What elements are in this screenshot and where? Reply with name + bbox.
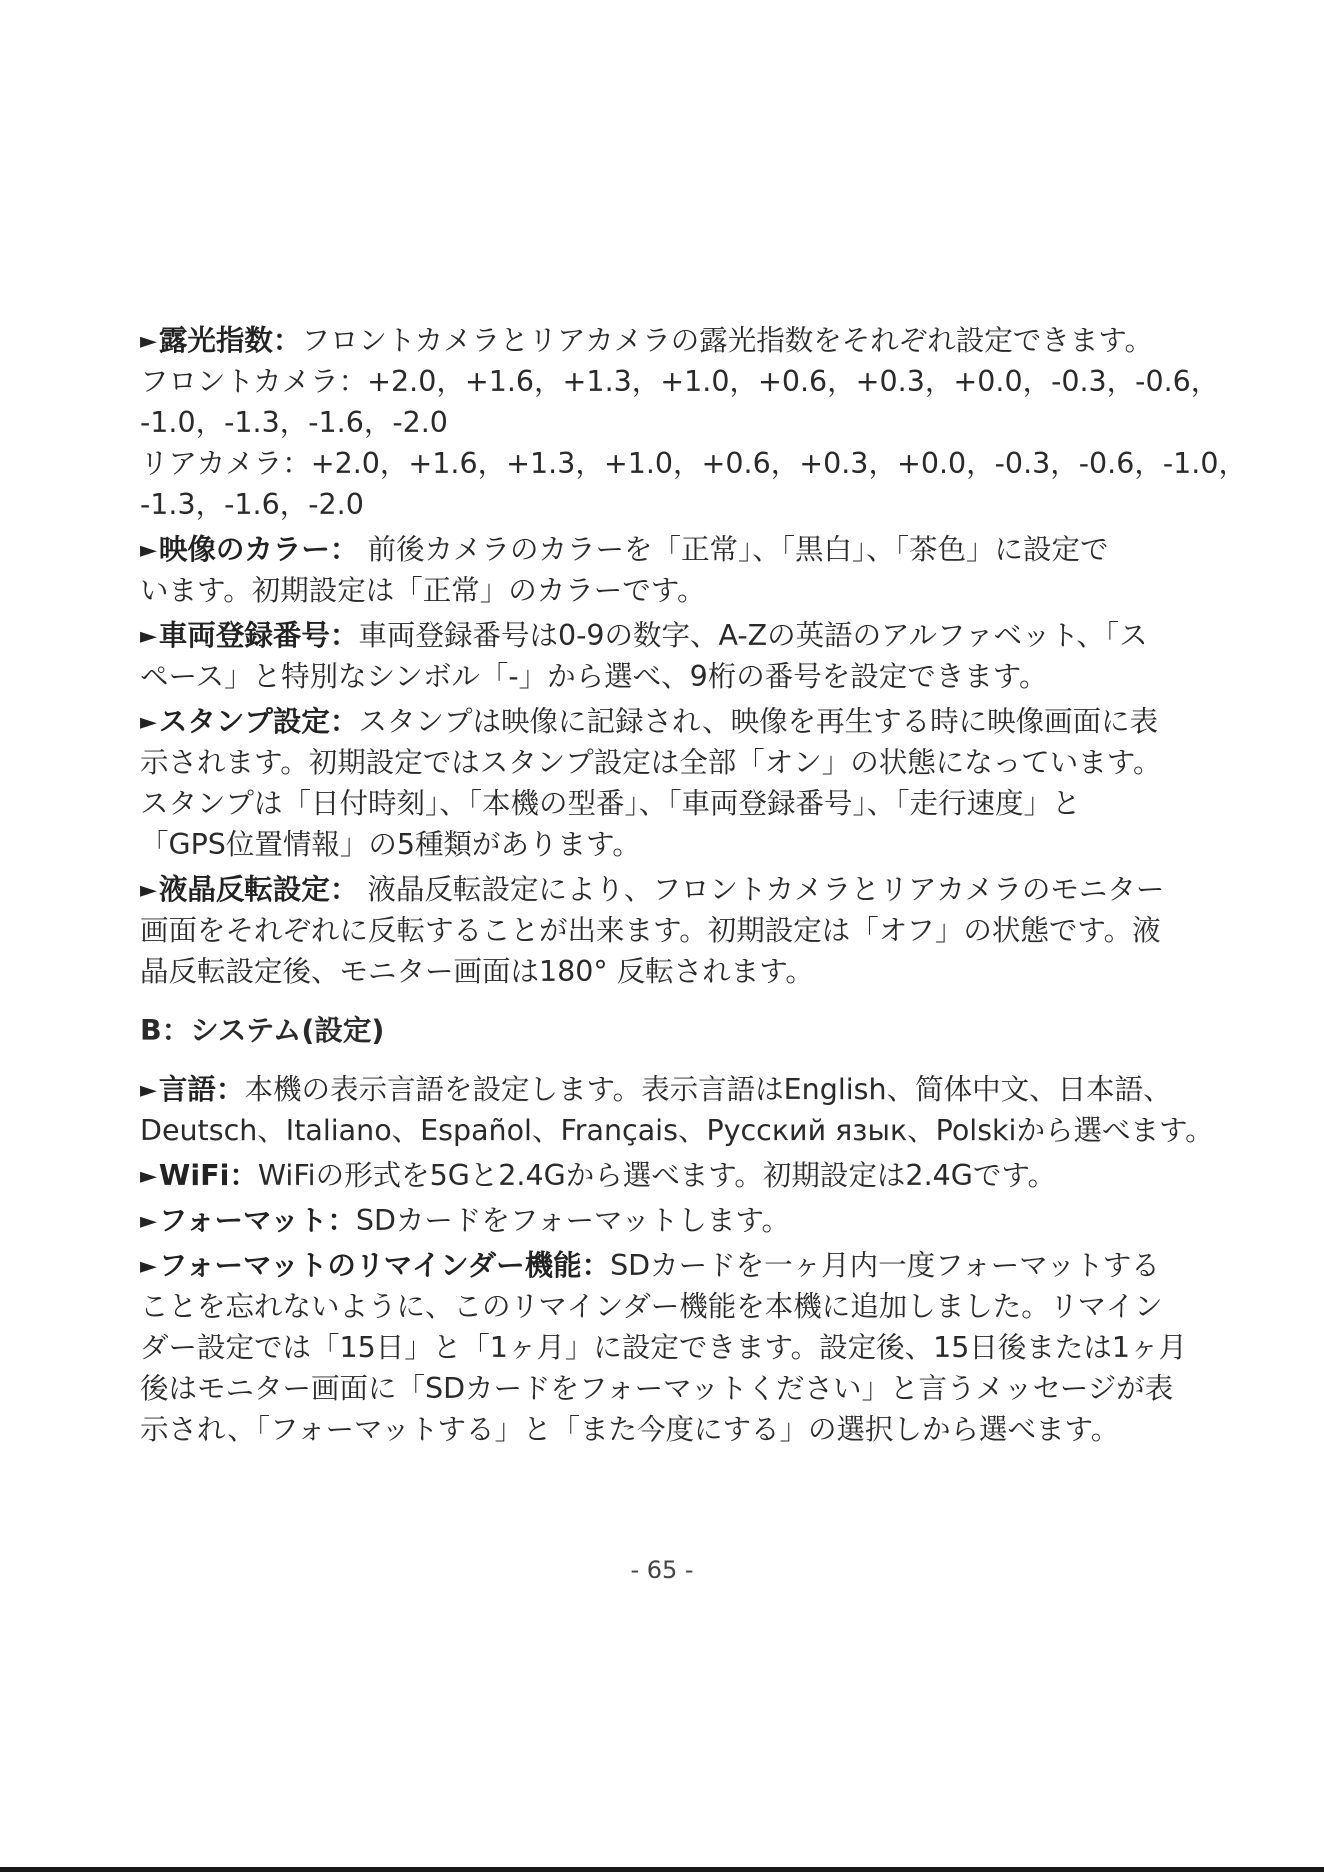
lcd-flip-text: 液晶反転設定により、フロントカメラとリアカメラのモニター bbox=[358, 873, 1165, 906]
bullet-arrow: ► bbox=[140, 624, 157, 649]
bottom-edge-rule bbox=[0, 1867, 1324, 1872]
format-reminder-text-2: ことを忘れないように、このリマインダー機能を本機に追加しました。リマイン bbox=[140, 1290, 1163, 1323]
format-reminder-block bbox=[140, 1245, 1240, 1450]
stamp-setting-label: スタンプ設定： bbox=[158, 705, 359, 738]
video-color-label: 映像のカラー： bbox=[158, 533, 359, 566]
language-text-cont: Deutsch、Italiano、Español、Français、Русский язык、Polskiから選べます。 bbox=[140, 1114, 1214, 1147]
exposure-front-values: フロントカメラ：+2.0，+1.6，+1.3，+1.0，+0.6，+0.3，+0.0，-0.3，-0.6， bbox=[140, 365, 1220, 398]
manual-page-content bbox=[140, 320, 1247, 1450]
page-number: - 65 - bbox=[630, 1556, 694, 1584]
bullet-arrow: ► bbox=[140, 1078, 157, 1103]
bullet-arrow: ► bbox=[140, 329, 157, 354]
lcd-flip-text-3: 晶反転設定後、モニター画面は180° 反転されます。 bbox=[140, 955, 814, 988]
lcd-flip-label: 液晶反転設定： bbox=[158, 873, 359, 906]
stamp-setting-text-3: スタンプは「日付時刻」、「本機の型番」、「車両登録番号」、「走行速度」と bbox=[140, 787, 1081, 820]
language-label: 言語： bbox=[158, 1073, 245, 1106]
stamp-setting-block bbox=[140, 701, 1240, 865]
bullet-arrow: ► bbox=[140, 1164, 157, 1189]
stamp-setting-text-4: 「GPS位置情報」の5種類があります。 bbox=[140, 828, 641, 861]
wifi-text: WiFiの形式を5Gと2.4Gから選べます。初期設定は2.4Gです。 bbox=[257, 1159, 1057, 1192]
exposure-label: 露光指数： bbox=[158, 324, 302, 357]
stamp-setting-text-2: 示されます。初期設定ではスタンプ設定は全部「オン」の状態になっています。 bbox=[140, 746, 1162, 779]
plate-number-text-cont: ペース」と特別なシンボル「-」から選べ、9桁の番号を設定できます。 bbox=[140, 660, 1048, 693]
exposure-setting-block bbox=[140, 320, 1247, 525]
plate-number-text: 車両登録番号は0-9の数字、A-Zの英語のアルファベット、「ス bbox=[358, 619, 1148, 652]
language-text: 本機の表示言語を設定します。表示言語はEnglish、简体中文、日本語、 bbox=[244, 1073, 1172, 1106]
section-heading-system: B：システム(設定) bbox=[140, 1014, 385, 1047]
stamp-setting-text: スタンプは映像に記録され、映像を再生する時に映像画面に表 bbox=[358, 705, 1159, 738]
format-reminder-label: フォーマットのリマインダー機能： bbox=[158, 1249, 611, 1282]
lcd-flip-block bbox=[140, 869, 1240, 992]
bullet-arrow: ► bbox=[140, 538, 157, 563]
format-reminder-text-5: 示され、「フォーマットする」と「また今度にする」の選択しから選べます。 bbox=[140, 1413, 1120, 1446]
wifi-label: WiFi： bbox=[158, 1159, 258, 1192]
exposure-front-values-cont: -1.0，-1.3，-1.6，-2.0 bbox=[140, 406, 448, 439]
bullet-arrow: ► bbox=[140, 878, 157, 903]
format-text: SDカードをフォーマットします。 bbox=[355, 1204, 791, 1237]
exposure-rear-values-cont: -1.3，-1.6，-2.0 bbox=[140, 488, 364, 521]
exposure-text: フロントカメラとリアカメラの露光指数をそれぞれ設定できます。 bbox=[301, 324, 1154, 357]
lcd-flip-text-2: 画面をそれぞれに反転することが出来ます。初期設定は「オフ」の状態です。液 bbox=[140, 914, 1161, 947]
exposure-rear-values: リアカメラ：+2.0，+1.6，+1.3，+1.0，+0.6，+0.3，+0.0，-0.3，-0.6，-1.0， bbox=[140, 447, 1247, 480]
bullet-arrow: ► bbox=[140, 1209, 157, 1234]
language-block bbox=[140, 1069, 1240, 1151]
wifi-block bbox=[140, 1155, 1240, 1196]
plate-number-label: 車両登録番号： bbox=[158, 619, 359, 652]
video-color-text: 前後カメラのカラーを「正常」、「黒白」、「茶色」に設定で bbox=[358, 533, 1109, 566]
format-block bbox=[140, 1200, 1240, 1241]
bullet-arrow: ► bbox=[140, 710, 157, 735]
video-color-block bbox=[140, 529, 1240, 611]
format-reminder-text-4: 後はモニター画面に「SDカードをフォーマットください」と言うメッセージが表 bbox=[140, 1372, 1174, 1405]
format-label: フォーマット： bbox=[158, 1204, 356, 1237]
plate-number-block bbox=[140, 615, 1240, 697]
bullet-arrow: ► bbox=[140, 1254, 157, 1279]
video-color-text-cont: います。初期設定は「正常」のカラーです。 bbox=[140, 574, 706, 607]
format-reminder-text-3: ダー設定では「15日」と「1ヶ月」に設定できます。設定後、15日後または1ヶ月 bbox=[140, 1331, 1188, 1364]
format-reminder-text: SDカードを一ヶ月内一度フォーマットする bbox=[610, 1249, 1160, 1282]
